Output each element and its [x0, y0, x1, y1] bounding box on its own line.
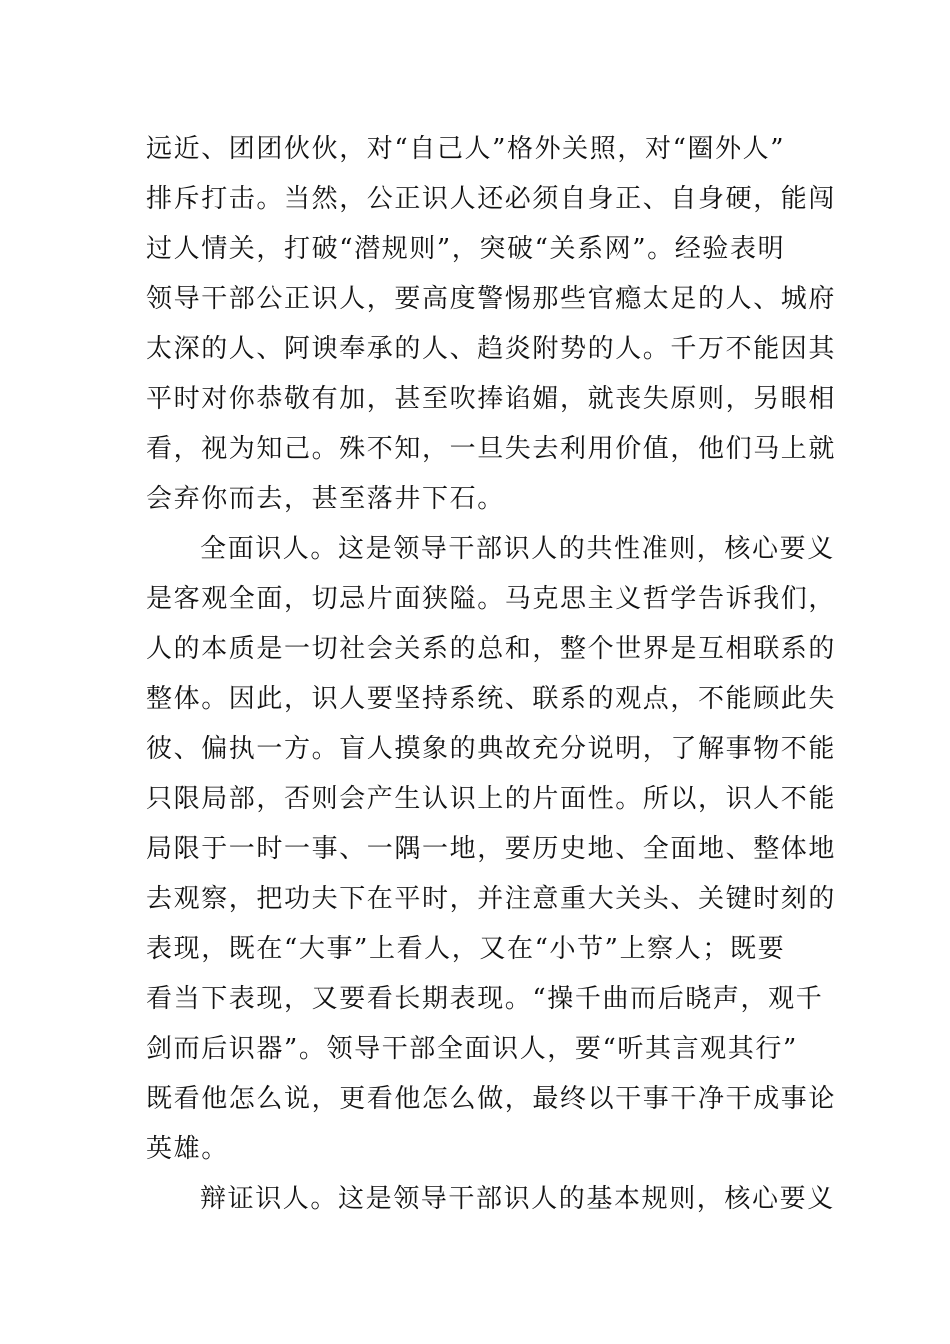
paragraph-first-line: 辩证识人。这是领导干部识人的基本规则，核心要义: [200, 1184, 835, 1214]
text-line: 太深的人、阿谀奉承的人、趋炎附势的人。千万不能因其: [146, 334, 837, 364]
text-line: 会弃你而去，甚至落井下石。: [146, 484, 505, 514]
text-line: 领导干部公正识人，要高度警惕那些官瘾太足的人、城府: [146, 284, 837, 314]
text-line: 彼、偏执一方。盲人摸象的典故充分说明，了解事物不能: [146, 734, 837, 764]
text-line: 看，视为知己。殊不知，一旦失去利用价值，他们马上就: [146, 434, 837, 464]
text-line: 排斥打击。当然，公正识人还必须自身正、自身硬，能闯: [146, 184, 837, 214]
text-line: 看当下表现，又要看长期表现。“操千曲而后晓声，观千: [146, 984, 824, 1014]
text-line: 去观察，把功夫下在平时，并注意重大关头、关键时刻的: [146, 884, 837, 914]
text-line: 整体。因此，识人要坚持系统、联系的观点，不能顾此失: [146, 684, 837, 714]
text-line: 是客观全面，切忌片面狭隘。马克思主义哲学告诉我们，: [146, 584, 837, 614]
text-line: 只限局部，否则会产生认识上的片面性。所以，识人不能: [146, 784, 837, 814]
paragraph-first-line: 全面识人。这是领导干部识人的共性准则，核心要义: [200, 534, 835, 564]
text-line: 远近、团团伙伙，对“自己人”格外关照，对“圈外人”: [146, 134, 786, 164]
text-line: 过人情关，打破“潜规则”，突破“关系网”。经验表明: [146, 234, 786, 264]
text-line: 英雄。: [146, 1134, 229, 1164]
text-line: 表现，既在“大事”上看人，又在“小节”上察人；既要: [146, 934, 786, 964]
text-line: 人的本质是一切社会关系的总和，整个世界是互相联系的: [146, 634, 837, 664]
text-line: 剑而后识器”。领导干部全面识人，要“听其言观其行”: [146, 1034, 798, 1064]
text-line: 平时对你恭敬有加，甚至吹捧谄媚，就丧失原则，另眼相: [146, 384, 837, 414]
text-line: 局限于一时一事、一隅一地，要历史地、全面地、整体地: [146, 834, 837, 864]
body-text: [146, 124, 837, 1224]
text-line: 既看他怎么说，更看他怎么做，最终以干事干净干成事论: [146, 1084, 837, 1114]
